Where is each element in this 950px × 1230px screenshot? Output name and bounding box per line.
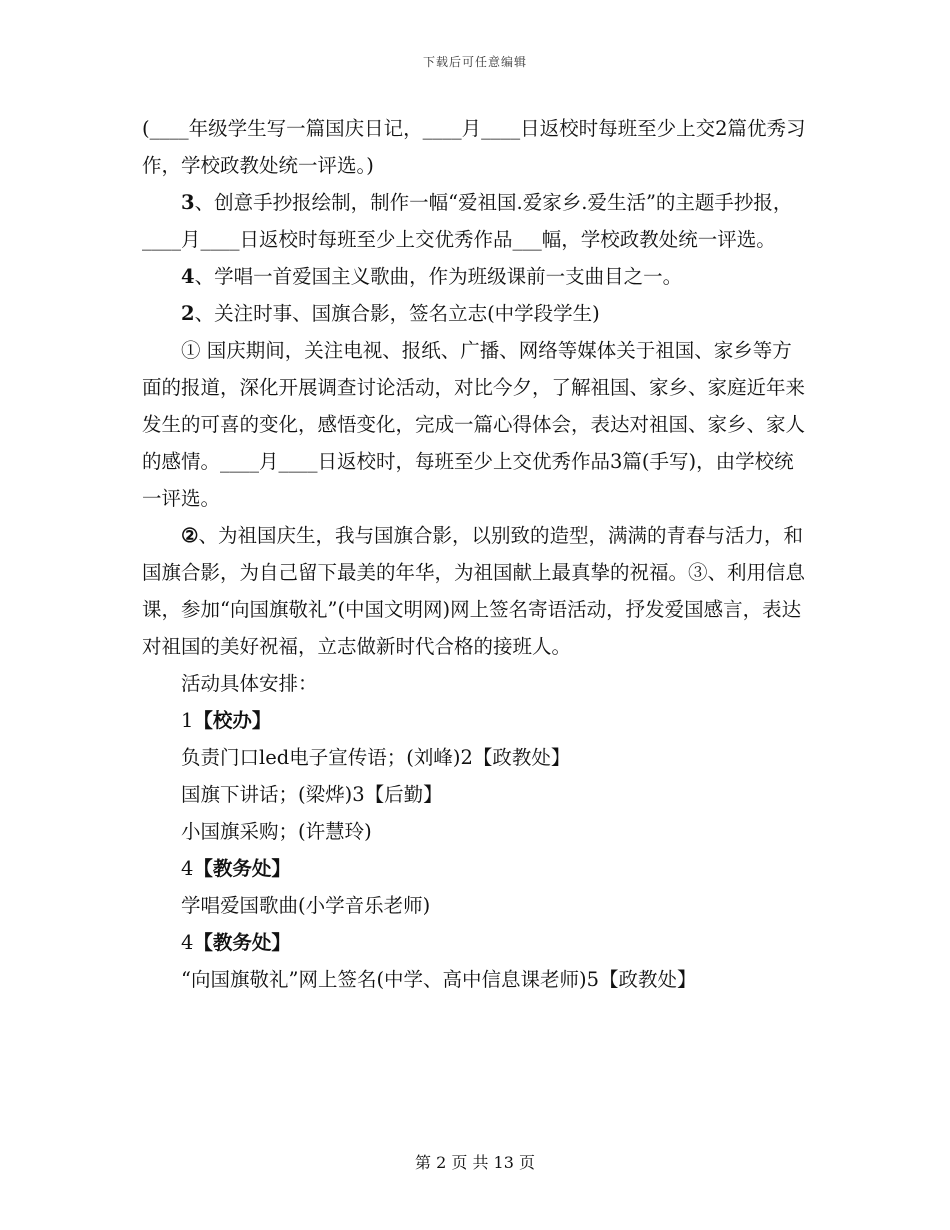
schedule-line: 负责门口led电子宣传语；(刘峰)2【政教处】 <box>181 746 571 769</box>
department-label: 【教务处】 <box>193 931 291 954</box>
paragraph-middle-school <box>142 295 810 332</box>
schedule-line <box>142 924 810 961</box>
schedule-line: “向国旗敬礼”网上签名(中学、高中信息课老师)5【政教处】 <box>181 968 697 991</box>
paragraph-text: 国庆期间，关注电视、报纸、广播、网络等媒体关于祖国、家乡等方面的报道，深化开展调查讨论活动，对比今夕，了解祖国、家乡、家庭近年来发生的可喜的变化，感悟变化，完成一篇心得体会，表达对祖国、家乡、家人的感情。____月____日返校时，每班至少上交优秀作品3篇(手写)，由学校统一评选。 <box>142 339 806 510</box>
paragraph-text: 、创意手抄报绘制，制作一幅“爱祖国.爱家乡.爱生活”的主题手抄报，____月____日返校时每班至少上交优秀作品___幅，学校政教处统一评选。 <box>142 191 793 251</box>
page-header: 下载后可任意编辑 <box>422 55 527 69</box>
item-number: 2 <box>181 302 195 325</box>
document-body <box>142 110 810 998</box>
paragraph-flag-photo <box>142 517 810 665</box>
paragraph-poster <box>142 184 810 258</box>
paragraph-text: 、为祖国庆生，我与国旗合影，以别致的造型，满满的青春与活力，和国旗合影，为自己留下最美的年华，为祖国献上最真挚的祝福。③、利用信息课，参加“向国旗敬礼”(中国文明网)网上签名寄语活动，抒发爱国感言，表达对祖国的美好祝福，立志做新时代合格的接班人。 <box>142 524 806 658</box>
paragraph-text: (____年级学生写一篇国庆日记，____月____日返校时每班至少上交2篇优秀习作，学校政教处统一评选。) <box>142 117 806 177</box>
department-label: 【校办】 <box>193 709 272 732</box>
item-number: 1 <box>181 709 194 732</box>
paragraph-diary <box>142 110 810 184</box>
item-number: 4 <box>181 857 194 880</box>
schedule-line: 学唱爱国歌曲(小学音乐老师) <box>181 894 431 917</box>
schedule-line: 小国旗采购；(许慧玲) <box>181 820 372 843</box>
paragraph-song <box>142 258 810 295</box>
paragraph-news <box>142 332 810 517</box>
item-number: ① <box>181 339 201 362</box>
department-label: 【教务处】 <box>193 857 291 880</box>
paragraph-text: 、学唱一首爱国主义歌曲，作为班级课前一支曲目之一。 <box>194 265 683 288</box>
item-number: ② <box>181 524 199 547</box>
item-number: 4 <box>181 931 194 954</box>
schedule-line <box>142 850 810 887</box>
schedule-line <box>142 702 810 739</box>
paragraph-text: 、关注时事、国旗合影，签名立志(中学段学生) <box>194 302 600 325</box>
schedule-line: 国旗下讲话；(梁烨)3【后勤】 <box>181 783 443 806</box>
item-number: 4 <box>181 265 195 288</box>
item-number: 3 <box>181 191 195 214</box>
page-number: 第 2 页 共 13 页 <box>415 1153 535 1172</box>
schedule-title: 活动具体安排： <box>181 672 318 695</box>
